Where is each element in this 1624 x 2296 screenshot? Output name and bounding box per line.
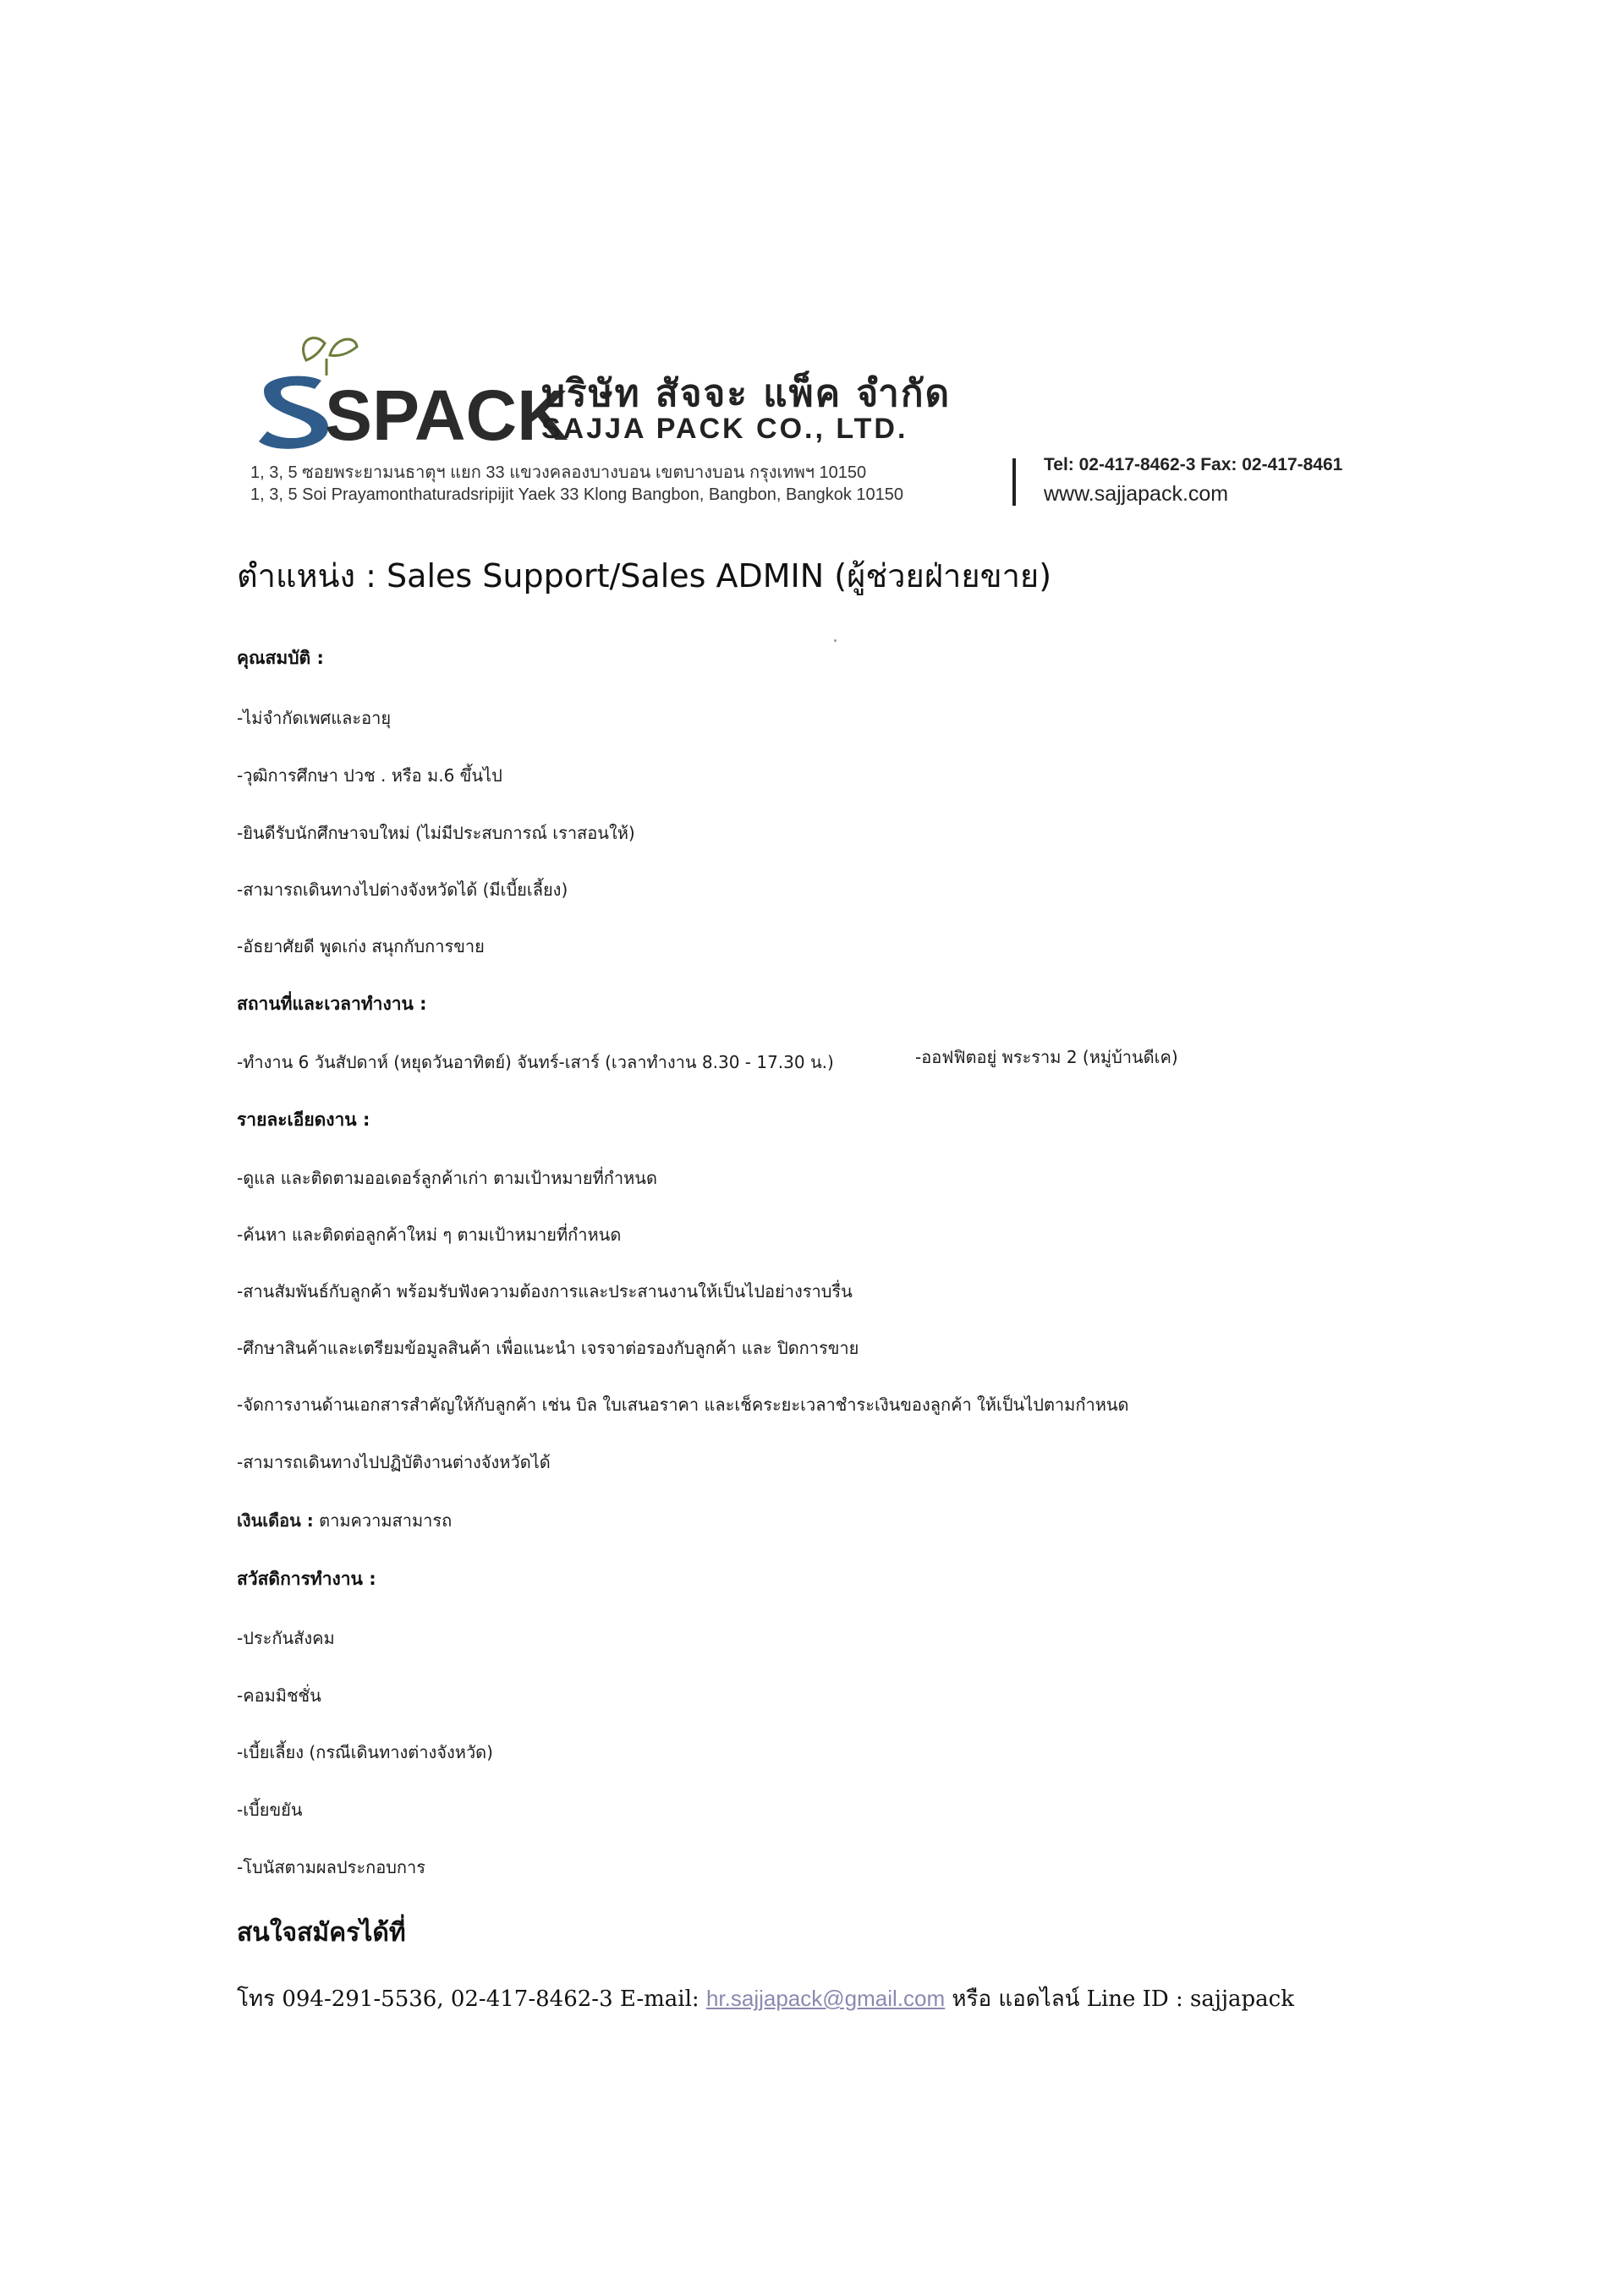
company-logo <box>247 332 568 458</box>
apply-contact-line <box>237 1981 1294 2016</box>
address-thai: 1, 3, 5 ซอยพระยามนธาตุฯ แยก 33 แขวงคลองบางบอน เขตบางบอน กรุงเทพฯ 10150 <box>250 463 867 482</box>
job-detail-item: -ศึกษาสินค้าและเตรียมข้อมูลสินค้า เพื่อแนะนำ เจรจาต่อรองกับลูกค้า และ ปิดการขาย <box>237 1338 859 1358</box>
qualification-item: -อัธยาศัยดี พูดเก่ง สนุกกับการขาย <box>237 936 485 956</box>
benefit-item: -เบี้ยขยัน <box>237 1800 303 1820</box>
logo-text: SPACK <box>325 375 568 455</box>
apply-line-id: หรือ แอดไลน์ Line ID : sajjapack <box>952 1986 1294 2012</box>
scan-speck <box>834 639 837 642</box>
qualification-item: -สามารถเดินทางไปต่างจังหวัดได้ (มีเบี้ยเลี้ยง) <box>237 879 568 900</box>
qualification-item: -ยินดีรับนักศึกษาจบใหม่ (ไม่มีประสบการณ์ เราสอนให้) <box>237 823 635 843</box>
qualifications-heading: คุณสมบัติ : <box>237 648 324 668</box>
benefits-heading: สวัสดิการทำงาน : <box>237 1569 376 1589</box>
benefit-item: -คอมมิชชั่น <box>237 1685 321 1706</box>
salary-label: เงินเดือน : <box>237 1510 314 1531</box>
salary-row <box>237 1507 452 1534</box>
qualification-item: -วุฒิการศึกษา ปวช . หรือ ม.6 ขึ้นไป <box>237 765 502 786</box>
company-name-en: SAJJA PACK CO., LTD. <box>541 413 908 445</box>
benefit-item: -เบี้ยเลี้ยง (กรณีเดินทางต่างจังหวัด) <box>237 1742 493 1762</box>
salary-value: ตามความสามารถ <box>319 1510 453 1531</box>
website-link[interactable]: www.sajjapack.com <box>1044 482 1229 506</box>
company-name-thai: บริษัท สัจจะ แพ็ค จำกัด <box>541 372 952 415</box>
apply-heading: สนใจสมัครได้ที่ <box>237 1918 406 1948</box>
email-link[interactable]: hr.sajjapack@gmail.com <box>705 1986 946 2011</box>
position-title: ตำแหน่ง : Sales Support/Sales ADMIN (ผู้ช่วยฝ่ายขาย) <box>237 557 1052 595</box>
work-schedule: -ทำงาน 6 วันสัปดาห์ (หยุดวันอาทิตย์) จันทร์-เสาร์ (เวลาทำงาน 8.30 - 17.30 น.) <box>237 1052 834 1072</box>
office-location: -ออฟฟิตอยู่ พระราม 2 (หมู่บ้านดีเค) <box>915 1047 1178 1067</box>
job-detail-item: -จัดการงานด้านเอกสารสำคัญให้กับลูกค้า เช่น บิล ใบเสนอราคา และเช็คระยะเวลาชำระเงินของลูกค้า ให้เป็นไปตามกำหนด <box>237 1395 1129 1415</box>
job-detail-item: -สามารถเดินทางไปปฏิบัติงานต่างจังหวัดได้ <box>237 1452 551 1472</box>
workplace-heading: สถานที่และเวลาทำงาน : <box>237 994 427 1014</box>
swirl-icon <box>259 376 328 449</box>
apply-phone: โทร 094-291-5536, 02-417-8462-3 E-mail: <box>237 1986 700 2012</box>
leaf-icon <box>304 338 325 360</box>
address-en: 1, 3, 5 Soi Prayamonthaturadsripijit Yaek 33 Klong Bangbon, Bangbon, Bangkok 10150 <box>250 485 904 504</box>
benefit-item: -โบนัสตามผลประกอบการ <box>237 1857 425 1877</box>
job-details-heading: รายละเอียดงาน : <box>237 1110 370 1130</box>
divider <box>1012 458 1016 506</box>
job-detail-item: -ดูแล และติดตามออเดอร์ลูกค้าเก่า ตามเป้าหมายที่กำหนด <box>237 1168 657 1188</box>
job-detail-item: -ค้นหา และติดต่อลูกค้าใหม่ ๆ ตามเป้าหมายที่กำหนด <box>237 1225 622 1245</box>
job-detail-item: -สานสัมพันธ์กับลูกค้า พร้อมรับฟังความต้องการและประสานงานให้เป็นไปอย่างราบรื่น <box>237 1281 853 1301</box>
qualification-item: -ไม่จำกัดเพศและอายุ <box>237 708 392 728</box>
letterhead <box>247 332 1372 518</box>
contact-tel-fax: Tel: 02-417-8462-3 Fax: 02-417-8461 <box>1044 455 1343 474</box>
benefit-item: -ประกันสังคม <box>237 1628 335 1648</box>
